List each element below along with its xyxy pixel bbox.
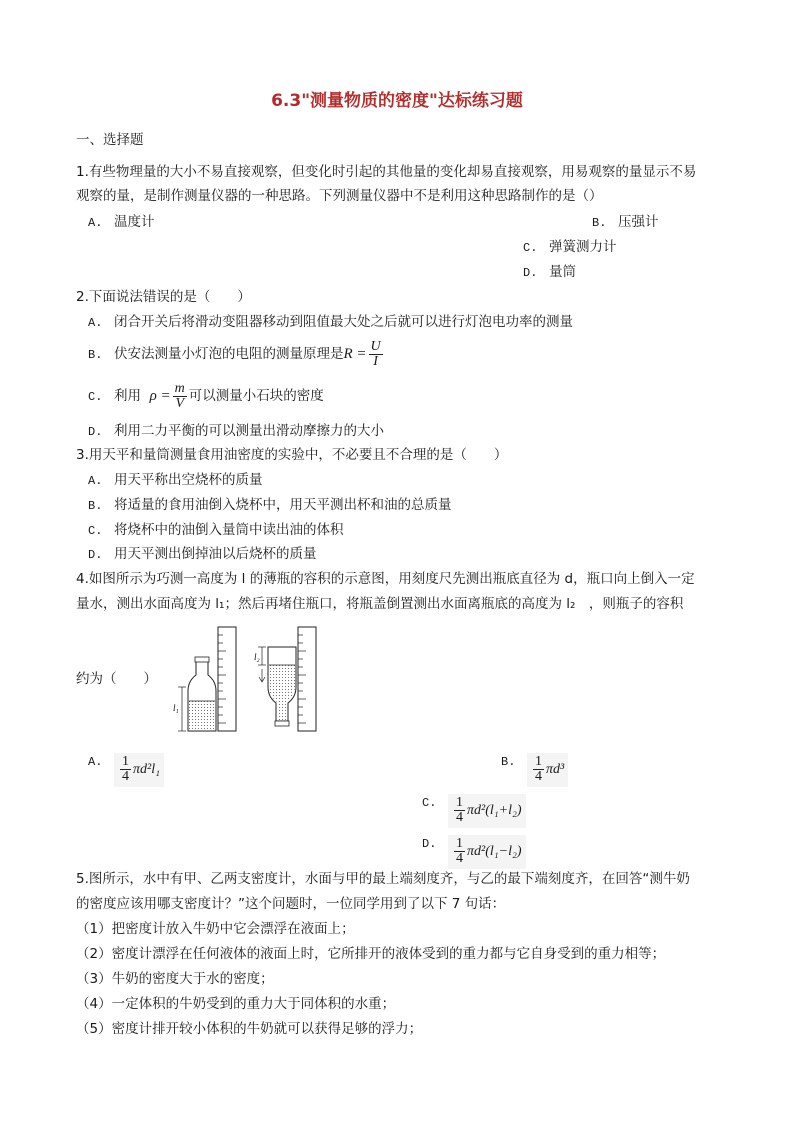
fraction-numerator: U: [370, 338, 381, 354]
bottle-inverted: [268, 647, 296, 726]
option-label: B.: [592, 216, 607, 230]
q1-option-d[interactable]: [523, 263, 576, 282]
fig-label-l1: l₁: [173, 703, 179, 713]
formula-box: [114, 753, 164, 787]
bottle-ruler-figure: [170, 625, 330, 735]
q2-option-a[interactable]: [88, 313, 573, 332]
option-text: 利用二力平衡的可以测量出滑动摩擦力的大小: [114, 423, 384, 439]
option-text-pre: 利用: [114, 388, 141, 404]
q3-stem: 3.用天平和量筒测量食用油密度的实验中，不必要且不合理的是（ ）: [76, 447, 508, 463]
option-label: B.: [88, 348, 103, 362]
q4-stem-line1: 4.如图所示为巧测一高度为 l 的薄瓶的容积的示意图，用刻度尺先测出瓶底直径为 d，瓶口向上倒入一定: [76, 571, 695, 587]
formula-box: [448, 835, 526, 869]
option-label: A.: [88, 316, 103, 330]
option-text: 用天平测出倒掉油以后烧杯的质量: [114, 546, 317, 562]
option-label: D.: [523, 266, 538, 280]
q4-stem-line2: 量水，测出水面高度为 l₁；然后再堵住瓶口，将瓶盖倒置测出水面离瓶底的高度为 l₂ ，则瓶子的容积: [76, 596, 684, 612]
option-label: A.: [88, 474, 103, 488]
fig-label-l2: l₂: [254, 652, 260, 662]
q2-stem: 2.下面说法错误的是（ ）: [76, 289, 251, 305]
q3-option-d[interactable]: [88, 545, 317, 564]
option-label: B.: [88, 499, 103, 513]
formula-box: [448, 794, 526, 828]
fraction-denominator: V: [175, 395, 185, 411]
fraction: [369, 340, 383, 369]
q4-option-c[interactable]: [422, 787, 526, 828]
fraction: [120, 755, 131, 784]
option-label: C.: [422, 796, 437, 810]
q5-stem-line1: 5.图所示，水中有甲、乙两支密度计，水面与甲的最上端刻度齐，与乙的最下端刻度齐，在回答“测牛奶: [76, 871, 690, 887]
fraction-numerator: m: [174, 380, 185, 396]
q3-option-a[interactable]: [88, 471, 263, 490]
q5-statement-1: （1）把密度计放入牛奶中它会漂浮在液面上；: [76, 921, 355, 937]
formula-expr: πd³: [546, 761, 565, 777]
section-heading: 一、选择题: [76, 132, 144, 148]
q4-option-b[interactable]: [501, 746, 568, 787]
option-label: A.: [88, 216, 103, 230]
bottle-upright: [188, 657, 216, 731]
option-text: 用天平称出空烧杯的质量: [114, 472, 263, 488]
q3-option-b[interactable]: [88, 496, 452, 515]
q5-stem-line2: 的密度应该用哪支密度计？”这个问题时，一位同学用到了以下 7 句话：: [76, 896, 506, 912]
fraction-numerator: 1: [456, 795, 463, 810]
fraction-denominator: I: [373, 353, 378, 369]
option-text: 温度计: [114, 214, 155, 230]
q5-statement-2: （2）密度计漂浮在任何液体的液面上时，它所排开的液体受到的重力都与它自身受到的重力相等；: [76, 946, 666, 962]
l1-dimension: [178, 687, 186, 731]
q4-stem-line3: 约为（ ）: [76, 671, 157, 687]
option-label: A.: [88, 755, 103, 769]
formula-expr: πd²l₁: [133, 761, 160, 777]
option-label: D.: [88, 425, 103, 439]
option-label: C.: [523, 241, 538, 255]
fraction-numerator: 1: [456, 836, 463, 851]
formula-expr: πd²(l₁+l₂): [467, 802, 522, 818]
fraction: [454, 796, 465, 825]
fraction-numerator: 1: [535, 754, 542, 769]
q4-option-a[interactable]: [88, 746, 164, 787]
fraction-denominator: 4: [456, 810, 463, 825]
option-text: 量筒: [549, 264, 576, 280]
option-text: 闭合开关后将滑动变阻器移动到阻值最大处之后就可以进行灯泡电功率的测量: [114, 314, 573, 330]
option-label: C.: [88, 390, 103, 404]
fraction: [173, 382, 187, 411]
ruler-right: [298, 627, 316, 731]
q2-option-b[interactable]: [88, 339, 385, 370]
option-label: C.: [88, 524, 103, 538]
fraction-denominator: 4: [456, 851, 463, 866]
q2-option-c[interactable]: [88, 381, 324, 412]
option-label: D.: [88, 548, 103, 562]
fraction-denominator: 4: [535, 769, 542, 784]
option-text: 伏安法测量小灯泡的电阻的测量原理是: [114, 346, 344, 362]
q1-option-c[interactable]: [523, 238, 617, 257]
q1-option-a[interactable]: [88, 213, 155, 232]
option-label: B.: [501, 755, 516, 769]
q3-option-c[interactable]: [88, 521, 344, 540]
formula-lhs: ρ =: [149, 388, 171, 404]
ruler-left: [218, 627, 236, 731]
formula-box: [527, 753, 568, 787]
q1-stem-line1: 1.有些物理量的大小不易直接观察，但变化时引起的其他量的变化却易直接观察，用易观察的量显示不易: [76, 164, 697, 180]
fraction-denominator: 4: [122, 769, 129, 784]
q5-statement-4: （4）一定体积的牛奶受到的重力大于同体积的水重；: [76, 996, 396, 1012]
formula-expr: πd²(l₁−l₂): [467, 843, 522, 859]
q1-option-b[interactable]: [592, 213, 659, 232]
q5-statement-3: （3）牛奶的密度大于水的密度；: [76, 971, 274, 987]
option-text: 弹簧测力计: [549, 239, 617, 255]
q1-stem-line2: 观察的量，是制作测量仪器的一种思路。下列测量仪器中不是利用这种思路制作的是（）: [76, 188, 603, 204]
option-text-post: 可以测量小石块的密度: [188, 388, 324, 404]
fraction: [454, 837, 465, 866]
page-title: 6.3"测量物质的密度"达标练习题: [271, 91, 523, 111]
q2-option-d[interactable]: [88, 422, 384, 441]
q5-statement-5: （5）密度计排开较小体积的牛奶就可以获得足够的浮力；: [76, 1021, 423, 1037]
option-label: D.: [422, 837, 437, 851]
option-text: 压强计: [618, 214, 659, 230]
option-text: 将烧杯中的油倒入量筒中读出油的体积: [114, 522, 344, 538]
option-text: 将适量的食用油倒入烧杯中，用天平测出杯和油的总质量: [114, 497, 452, 513]
q4-option-d[interactable]: [422, 828, 526, 869]
formula-lhs: R =: [343, 346, 367, 362]
fraction: [533, 755, 544, 784]
fraction-numerator: 1: [122, 754, 129, 769]
